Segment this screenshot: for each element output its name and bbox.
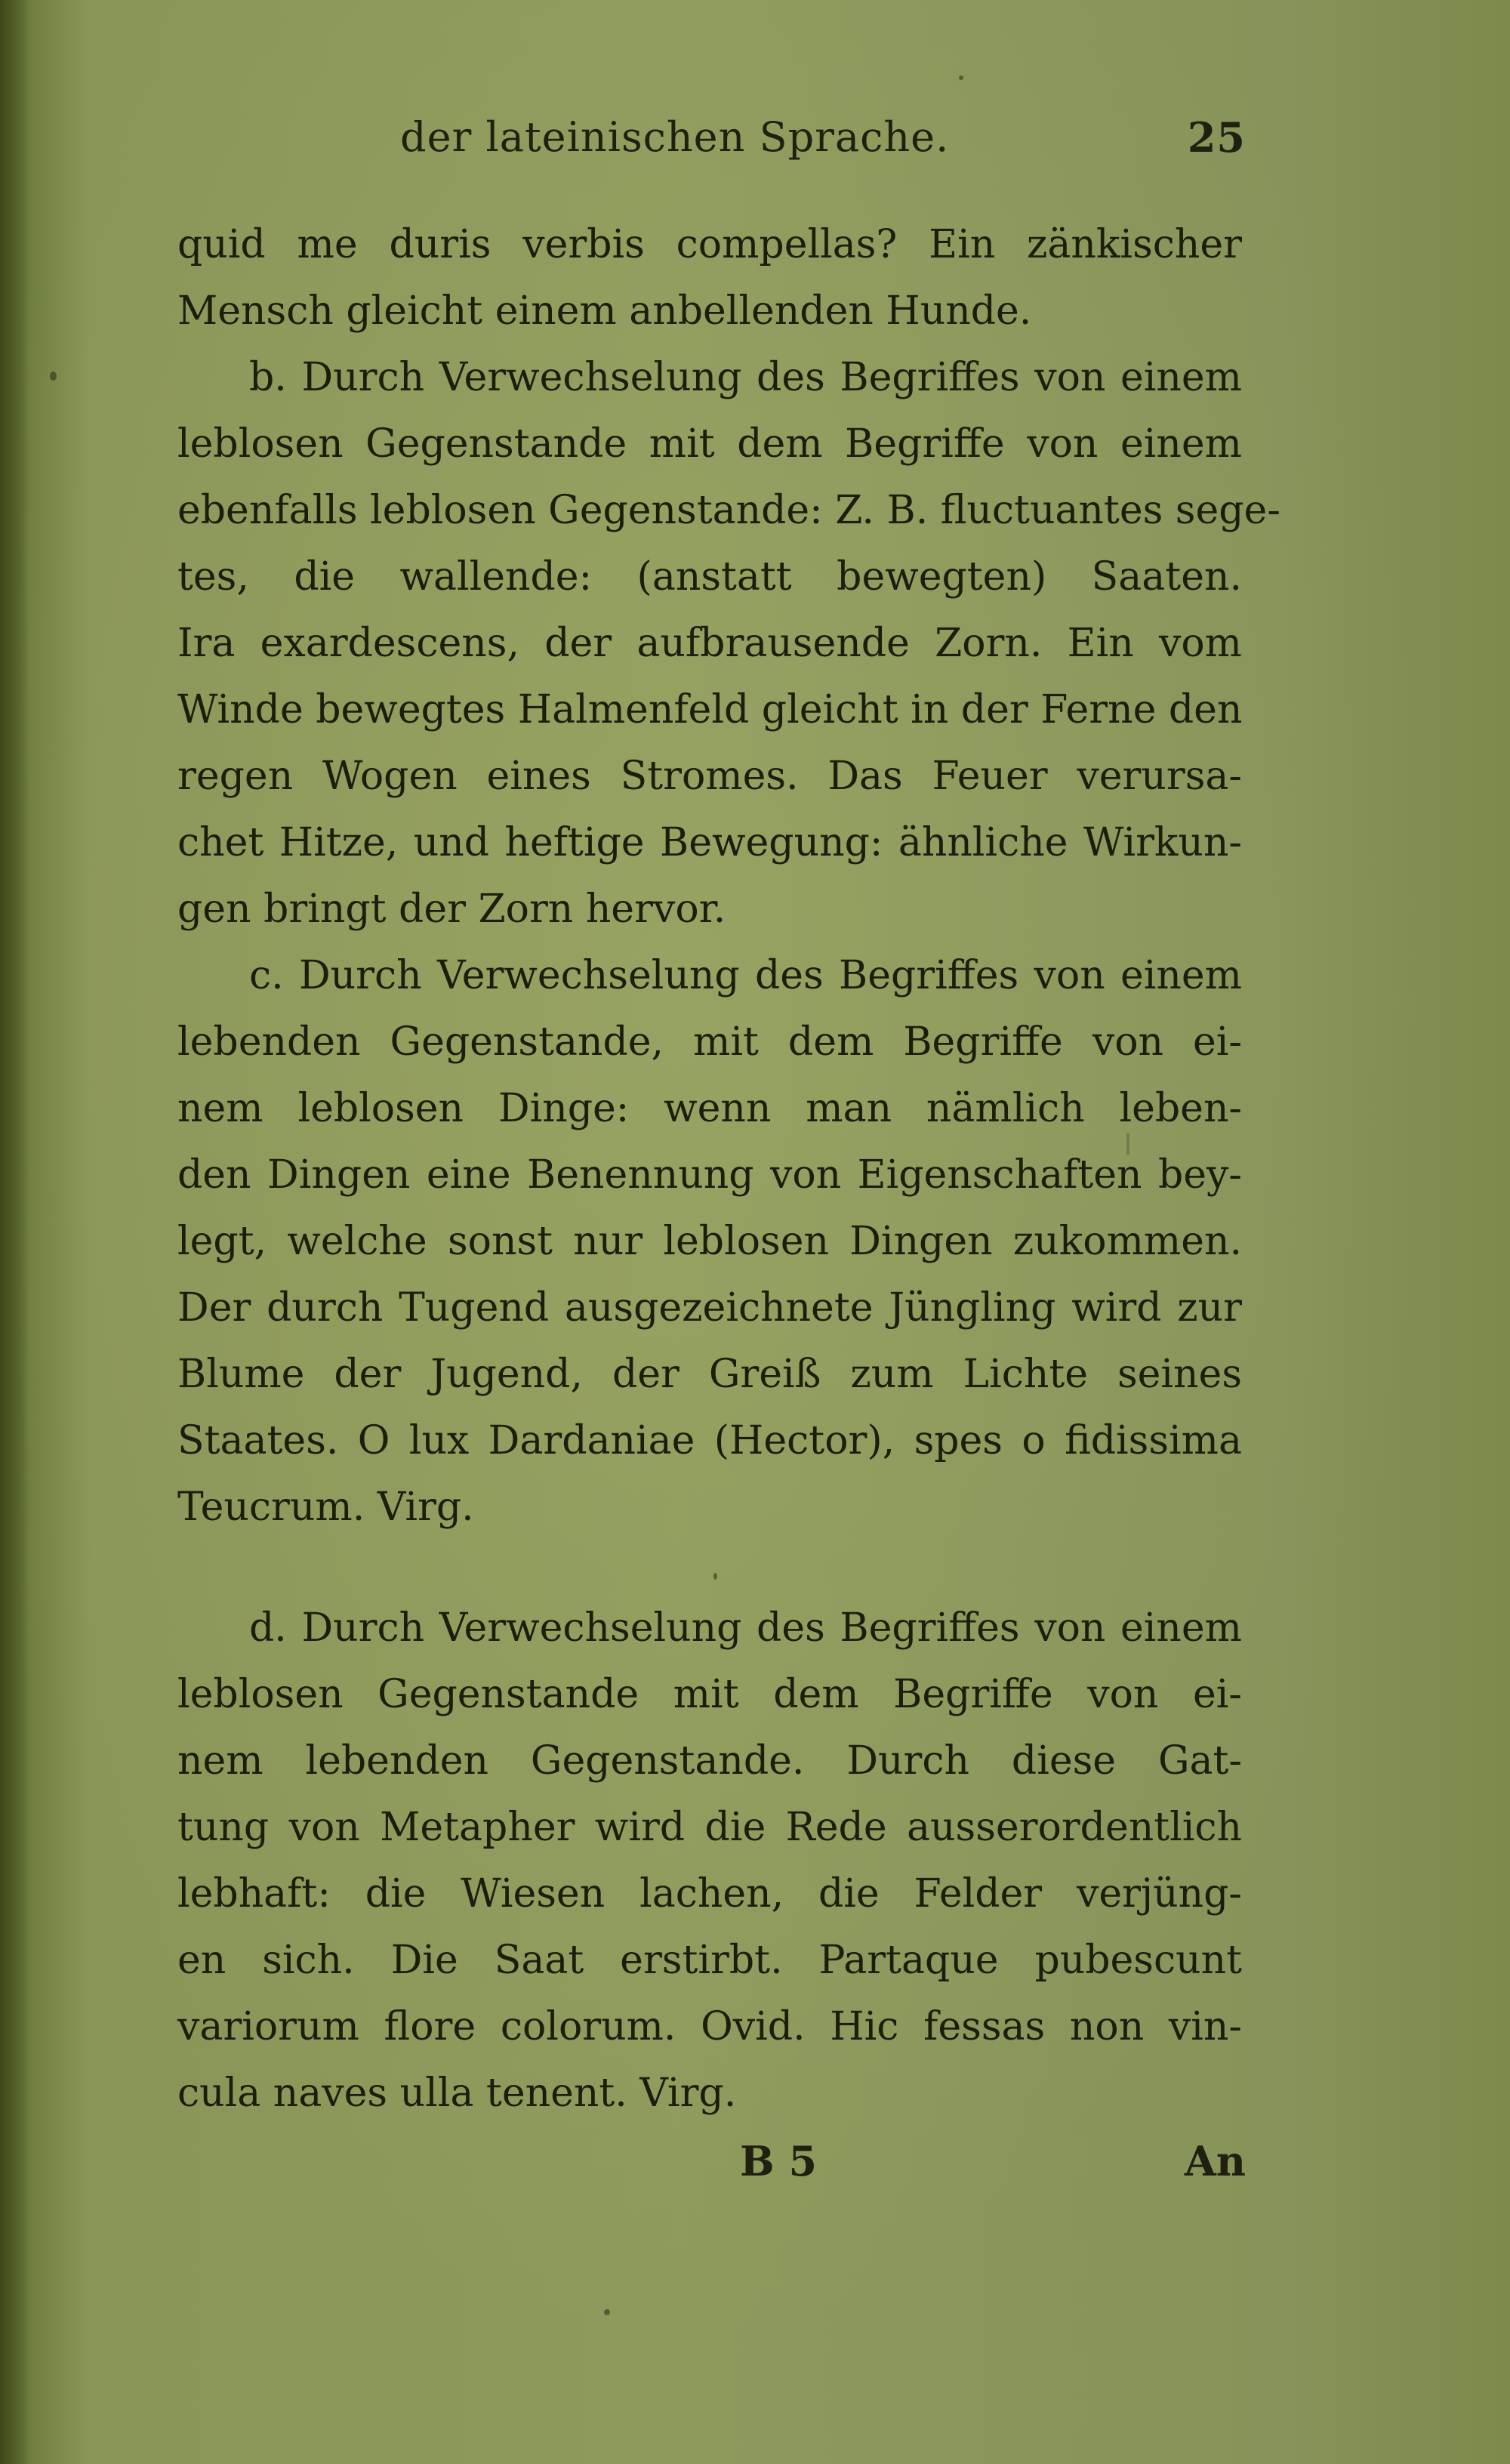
page-header (400, 113, 1246, 174)
text-line: en sich. Die Saat erstirbt. Partaque pubescunt (177, 1938, 1242, 1983)
text-line: tes, die wallende: (anstatt bewegten) Saaten. (177, 554, 1242, 600)
text-line: cula naves ulla tenent. Virg. (177, 2071, 737, 2116)
text-line: d. Durch Verwechselung des Begriffes von einem (249, 1605, 1242, 1651)
catchword: An (1184, 2137, 1246, 2185)
text-line: lebhaft: die Wiesen lachen, die Felder verjüng- (177, 1871, 1242, 1917)
text-line: regen Wogen eines Stromes. Das Feuer verursa- (177, 754, 1242, 799)
text-line: leblosen Gegenstande mit dem Begriffe von ei- (177, 1672, 1242, 1717)
page-number: 25 (1187, 113, 1246, 162)
page-body-text (177, 211, 1280, 2126)
text-line: Teucrum. Virg. (177, 1485, 474, 1530)
text-line: variorum flore colorum. Ovid. Hic fessas non vin- (177, 2004, 1242, 2049)
text-line: Staates. O lux Dardaniae (Hector), spes o fidissima (177, 1418, 1242, 1463)
text-line: Der durch Tugend ausgezeichnete Jüngling wird zur (177, 1285, 1242, 1331)
text-line: den Dingen eine Benennung von Eigenschaften bey- (177, 1152, 1242, 1198)
text-line: Ira exardescens, der aufbrausende Zorn. Ein vom (177, 621, 1242, 666)
text-line: c. Durch Verwechselung des Begriffes von einem (249, 953, 1242, 998)
ink-speck (604, 2309, 610, 2315)
text-line: legt, welche sonst nur leblosen Dingen zukommen. (177, 1219, 1242, 1264)
ink-speck (50, 372, 57, 381)
text-line: chet Hitze, und heftige Bewegung: ähnliche Wirkun- (177, 820, 1242, 865)
signature-mark: B 5 (740, 2137, 818, 2185)
text-line: tung von Metapher wird die Rede ausserordentlich (177, 1805, 1242, 1850)
text-line: Blume der Jugend, der Greiß zum Lichte seines (177, 1352, 1242, 1397)
text-line: Winde bewegtes Halmenfeld gleicht in der Ferne den (177, 687, 1243, 732)
text-line: b. Durch Verwechselung des Begriffes von einem (249, 355, 1242, 400)
text-line: leblosen Gegenstande mit dem Begriffe von einem (177, 421, 1242, 467)
text-line: ebenfalls leblosen Gegenstande: Z. B. fluctuantes sege- (177, 488, 1280, 533)
ink-speck (959, 76, 963, 80)
text-line: gen bringt der Zorn hervor. (177, 887, 726, 932)
page-footer (740, 2137, 1246, 2205)
text-line: Mensch gleicht einem anbellenden Hunde. (177, 288, 1032, 334)
book-gutter-shadow (0, 0, 29, 2464)
text-line: quid me duris verbis compellas? Ein zänkischer (177, 222, 1242, 267)
running-head: der lateinischen Sprache. (400, 113, 950, 161)
text-line: nem leblosen Dinge: wenn man nämlich leben- (177, 1086, 1242, 1131)
text-line: nem lebenden Gegenstande. Durch diese Gat- (177, 1738, 1242, 1784)
text-line: lebenden Gegenstande, mit dem Begriffe von ei- (177, 1019, 1242, 1065)
